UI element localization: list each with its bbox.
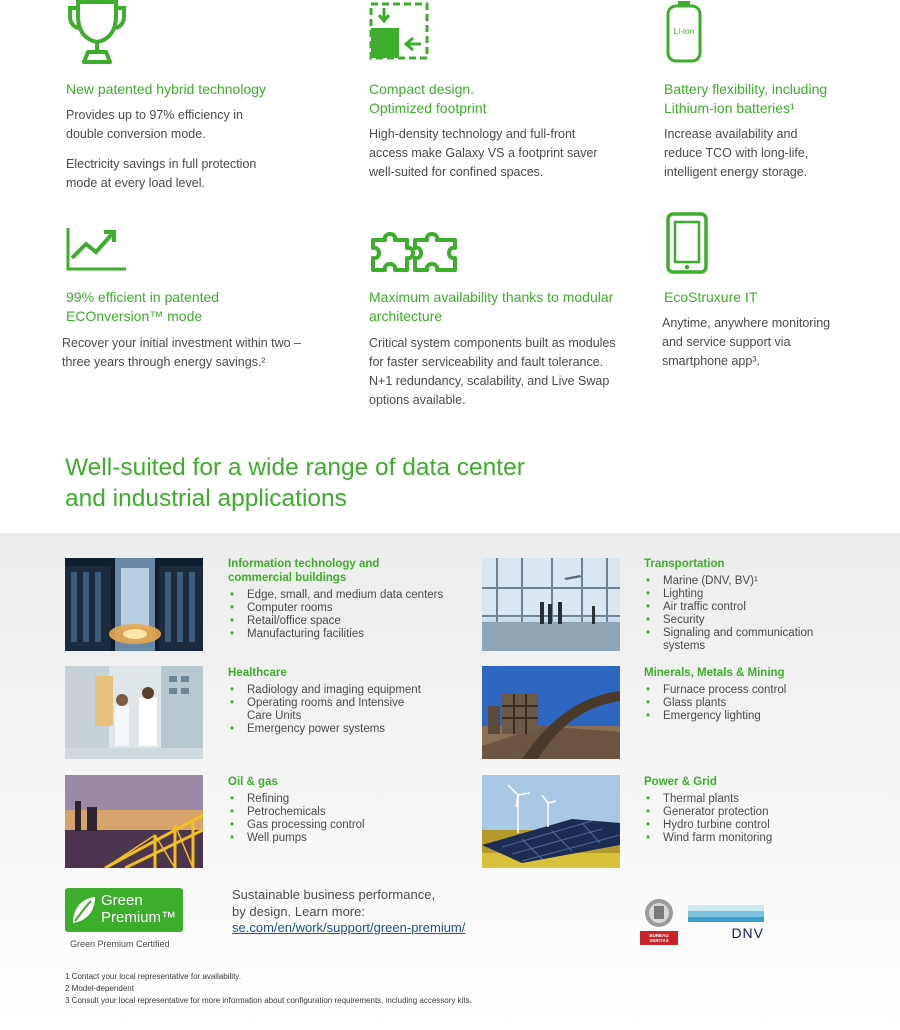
feature-title: 99% efficient in patented ECOnversion™ mode: [66, 289, 220, 324]
app-title-healthcare: Healthcare: [228, 667, 287, 679]
app-list-mining: [644, 684, 844, 723]
battery-icon: [666, 0, 702, 64]
dnv-text: DNV: [731, 925, 764, 941]
list-item: • Petrochemicals: [228, 806, 428, 819]
sustainability-line-2: by design. Learn more:: [232, 903, 365, 919]
feature-title: Compact design. Optimized footprint: [369, 81, 487, 116]
solar-wind-image: [482, 775, 620, 868]
list-item: • Emergency power systems: [228, 723, 428, 736]
app-title-power-grid: Power & Grid: [644, 776, 717, 788]
app-title-it: Information technology and commercial buildings: [228, 558, 380, 584]
list-item: • Emergency lighting: [644, 710, 844, 723]
app-list-transportation: [644, 575, 814, 653]
app-list-healthcare: [228, 684, 428, 736]
green-premium-link[interactable]: se.com/en/work/support/green-premium/: [232, 920, 466, 935]
badge-line-1: Green: [101, 892, 143, 909]
trophy-icon: [66, 0, 128, 66]
feature-body: High-density technology and full-front access make Galaxy VS a footprint saver well-suited for confined spaces.: [369, 127, 598, 179]
section-headline: Well-suited for a wide range of data center and industrial applications: [65, 454, 525, 512]
feature-body: Critical system components built as modules for faster serviceability and fault tolerance. N+1 redundancy, scalability, and Live Swap options available.: [369, 336, 616, 407]
list-item: • Security: [644, 614, 814, 627]
oil-gas-image: [65, 775, 203, 868]
bureau-veritas-logo: [640, 897, 678, 945]
footnote: 2 Model-dependent: [65, 984, 134, 993]
list-item: • Radiology and imaging equipment: [228, 684, 428, 697]
footprint-icon: [369, 2, 429, 60]
feature-title: Maximum availability thanks to modular architecture: [369, 289, 614, 324]
app-list-it: [228, 589, 468, 641]
footnote: 3 Consult your local representative for more information about configuration requirements, including accessory kits.: [65, 996, 472, 1005]
mining-image: [482, 666, 620, 759]
feature-body: Anytime, anywhere monitoring and service support via smartphone app³.: [662, 316, 831, 368]
list-item: • Signaling and communication systems: [644, 627, 814, 653]
feature-body: Recover your initial investment within two – three years through energy savings.²: [62, 336, 301, 369]
green-premium-certified: Green Premium Certified: [70, 939, 170, 949]
green-premium-badge: [65, 888, 183, 932]
healthcare-image: [65, 666, 203, 759]
app-list-oil-gas: [228, 793, 428, 845]
list-item: • Wind farm monitoring: [644, 832, 844, 845]
list-item: • Thermal plants: [644, 793, 844, 806]
footnotes: [65, 971, 472, 1007]
list-item: • Hydro turbine control: [644, 819, 844, 832]
app-title-transportation: Transportation: [644, 558, 725, 570]
feature-title: Battery flexibility, including Lithium-ion batteries¹: [664, 81, 828, 116]
feature-body: Provides up to 97% efficiency in double conversion mode.: [66, 108, 243, 141]
app-list-power-grid: [644, 793, 844, 845]
list-item: • Lighting: [644, 588, 814, 601]
list-item: • Air traffic control: [644, 601, 814, 614]
app-title-oil-gas: Oil & gas: [228, 776, 278, 788]
tablet-icon: [666, 212, 708, 274]
list-item: • Retail/office space: [228, 615, 468, 628]
list-item: • Computer rooms: [228, 602, 468, 615]
battery-icon-label: Li-ion: [673, 26, 695, 36]
feature-body: Electricity savings in full protection mode at every load level.: [66, 157, 257, 190]
footnote: 1 Contact your local representative for availability.: [65, 972, 241, 981]
leaf-icon: [71, 895, 97, 925]
bureau-veritas-text: BUREAU VERITAS: [649, 933, 669, 943]
app-title-mining: Minerals, Metals & Mining: [644, 667, 785, 679]
feature-title: EcoStruxure IT: [664, 289, 758, 305]
list-item: • Generator protection: [644, 806, 844, 819]
list-item: • Operating rooms and Intensive Care Units: [228, 697, 428, 723]
badge-line-2: Premium™: [101, 909, 177, 926]
list-item: • Glass plants: [644, 697, 844, 710]
datacenter-image: [65, 558, 203, 651]
feature-body: Increase availability and reduce TCO with long-life, intelligent energy storage.: [664, 127, 809, 179]
list-item: • Furnace process control: [644, 684, 844, 697]
sustainability-line-1: Sustainable business performance,: [232, 887, 436, 902]
feature-title: New patented hybrid technology: [66, 81, 267, 97]
sustainability-text: [232, 887, 465, 937]
list-item: • Well pumps: [228, 832, 428, 845]
dnv-logo: [688, 905, 764, 943]
list-item: • Gas processing control: [228, 819, 428, 832]
puzzle-icon: [369, 226, 459, 274]
growth-chart-icon: [66, 226, 128, 272]
list-item: • Marine (DNV, BV)¹: [644, 575, 814, 588]
airport-image: [482, 558, 620, 651]
list-item: • Edge, small, and medium data centers: [228, 589, 468, 602]
list-item: • Refining: [228, 793, 428, 806]
list-item: • Manufacturing facilities: [228, 628, 468, 641]
